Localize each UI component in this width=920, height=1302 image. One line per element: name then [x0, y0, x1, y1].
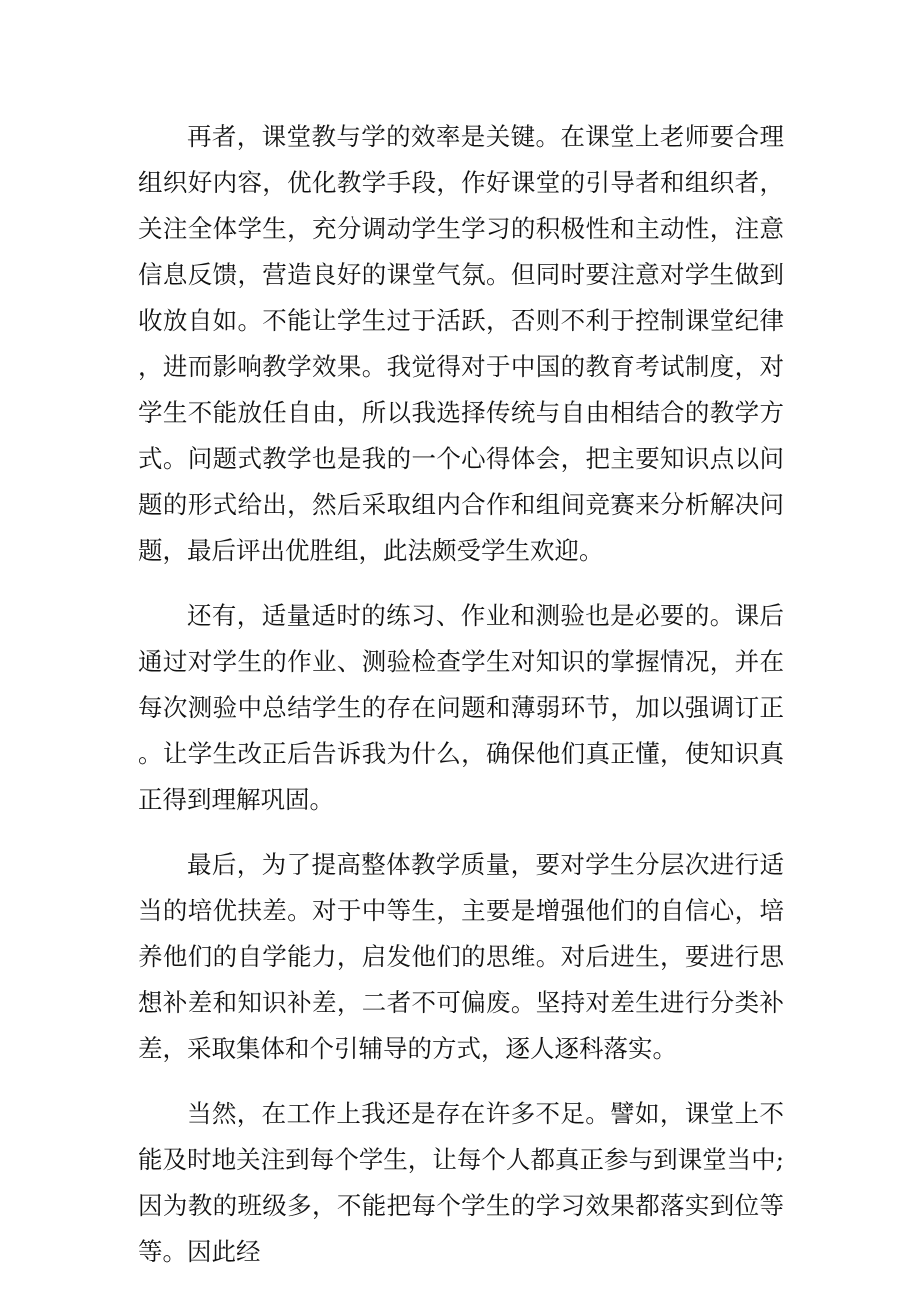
paragraph-practice-homework: 还有，适量适时的练习、作业和测验也是必要的。课后通过对学生的作业、测验检查学生对知识的掌握情况，并在每次测验中总结学生的存在问题和薄弱环节，加以强调订正。让学生改正后告诉我为什么，确保他们真正懂，使知识真正得到理解巩固。 — [138, 601, 784, 814]
document-body — [138, 114, 784, 1275]
paragraph-shortcomings: 当然，在工作上我还是存在许多不足。譬如，课堂上不能及时地关注到每个学生，让每个人都真正参与到课堂当中;因为教的班级多，不能把每个学生的学习效果都落实到位等等。因此经 — [138, 1099, 784, 1266]
paragraph-tiered-tutoring: 最后，为了提高整体教学质量，要对学生分层次进行适当的培优扶差。对于中等生，主要是增强他们的自信心，培养他们的自学能力，启发他们的思维。对后进生，要进行思想补差和知识补差，二者不可偏废。坚持对差生进行分类补差，采取集体和个引辅导的方式，逐人逐科落实。 — [138, 850, 784, 1063]
paragraph-classroom-efficiency: 再者，课堂教与学的效率是关键。在课堂上老师要合理组织好内容，优化教学手段，作好课堂的引导者和组织者，关注全体学生，充分调动学生学习的积极性和主动性，注意信息反馈，营造良好的课堂气氛。但同时要注意对学生做到收放自如。不能让学生过于活跃，否则不利于控制课堂纪律，进而影响教学效果。我觉得对于中国的教育考试制度，对学生不能放任自由，所以我选择传统与自由相结合的教学方式。问题式教学也是我的一个心得体会，把主要知识点以问题的形式给出，然后采取组内合作和组间竞赛来分析解决问题，最后评出优胜组，此法颇受学生欢迎。 — [138, 122, 784, 565]
